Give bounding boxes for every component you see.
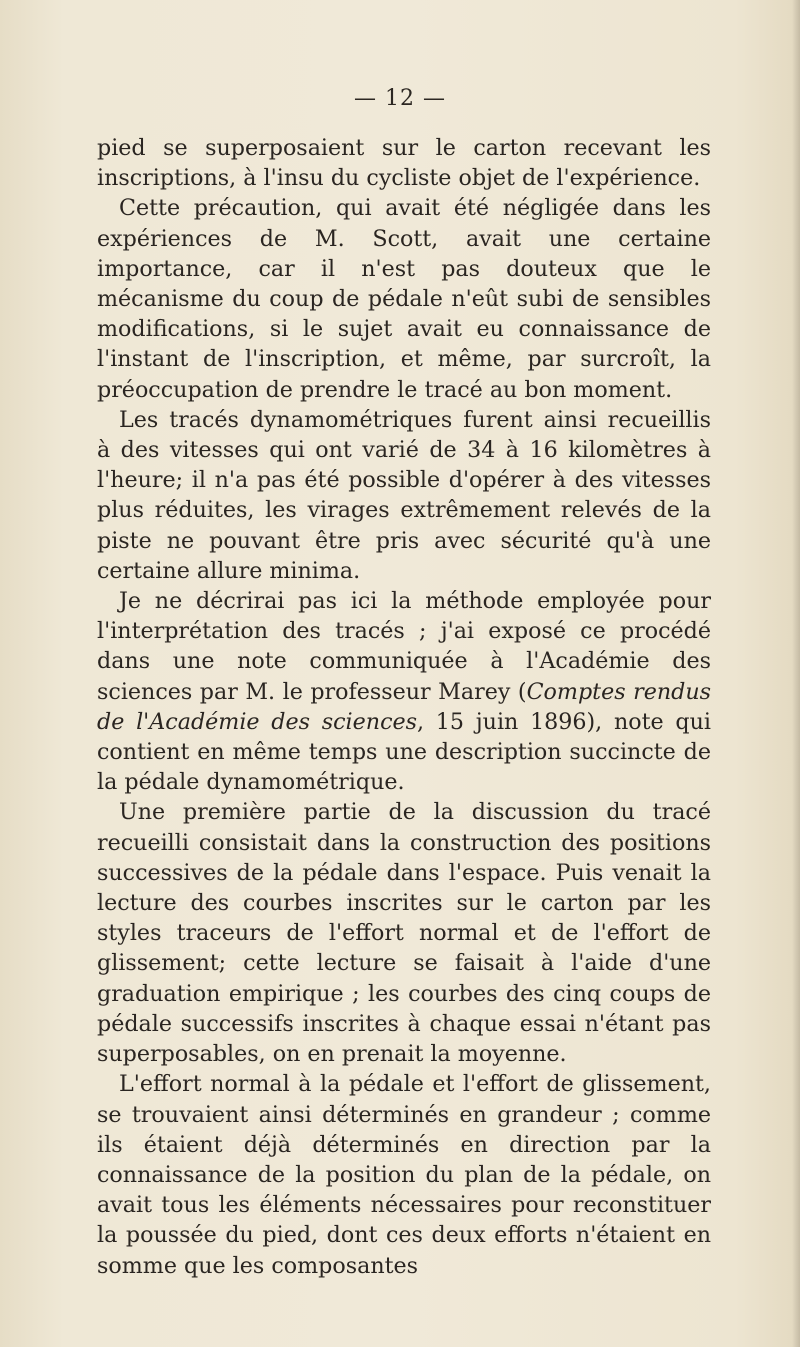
paragraph-method (97, 586, 711, 797)
paragraph-traces: Les tracés dynamométriques furent ainsi recueillis à des vitesses qui ont varié de 34 à 16 kilomètres à l'heure; il n'a pas été possible d'opérer à des vitesses plus réduites, les virages extrêmement relevés de la piste ne pouvant être pris avec sécurité qu'à une certaine allure minima. (97, 406, 711, 584)
page-number: — 12 — (354, 86, 446, 111)
paragraph-efforts: L'effort normal à la pédale et l'effort de glissement, se trouvaient ainsi déterminés en grandeur ; comme ils étaient déjà déterminés en direction par la connaissance de la position du plan de la pédale, on avait tous les éléments nécessaires pour reconstituer la poussée du pied, dont ces deux efforts n'étaient en somme que les composantes (97, 1071, 711, 1279)
paragraph-method-text-end: , 15 juin 1896), note qui contient en même temps une description succincte de la pédale dynamométrique. (97, 708, 711, 796)
paragraph-precaution: Cette précaution, qui avait été négligée dans les expériences de M. Scott, avait une certaine importance, car il n'est pas douteux que le mécanisme du coup de pédale n'eût subi de sensibles modifications, si le sujet avait eu connaissance de l'instant de l'inscription, et même, par surcroît, la préoccupation de prendre le tracé au bon moment. (97, 195, 711, 403)
page-edge-shadow (792, 0, 800, 1347)
paragraph-discussion: Une première partie de la discussion du tracé recueilli consistait dans la construction des positions successives de la pédale dans l'espace. Puis venait la lecture des courbes inscrites sur le carton par les styles traceurs de l'effort normal et de l'effort de glissement; cette lecture se faisait à l'aide d'une graduation empirique ; les courbes des cinq coups de pédale successifs inscrites à chaque essai n'étant pas superposables, on en prenait la moyenne. (97, 799, 711, 1068)
journal-title: Comptes rendus de l'Académie des sciences (97, 678, 712, 735)
paragraph-method-text-start: Je ne décrirai pas ici la méthode employée pour l'interprétation des tracés ; j'ai exposé ce procédé dans une note communiquée à l'Académie des sciences par M. le professeur Marey ( (97, 588, 711, 705)
body-text (97, 133, 711, 1281)
paragraph-continued: pied se superposaient sur le carton recevant les inscriptions, à l'insu du cycliste objet de l'expérience. (97, 135, 711, 192)
